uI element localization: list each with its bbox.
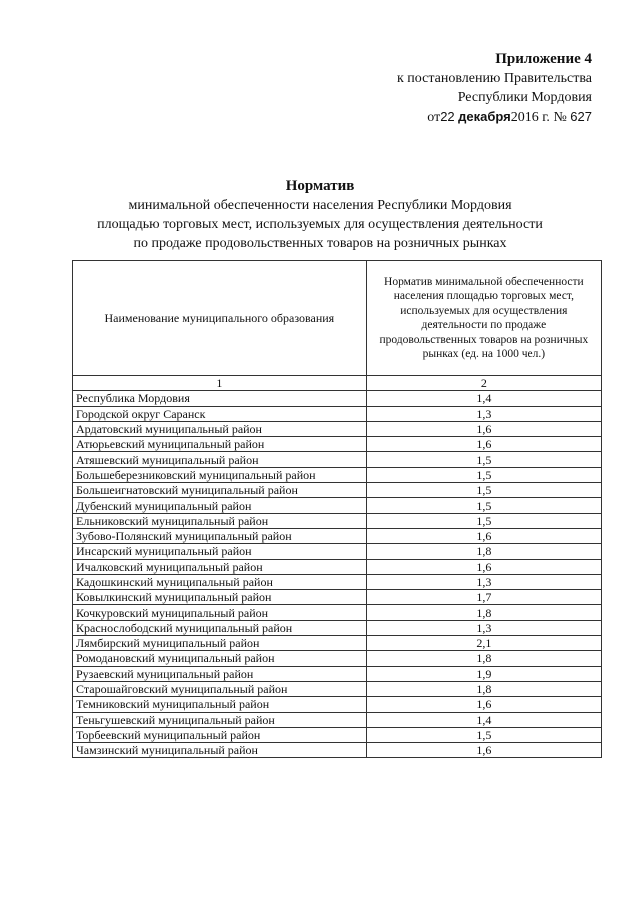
heading-line-1: минимальной обеспеченности населения Республики Мордовия bbox=[128, 198, 512, 213]
date-year: 2016 г. bbox=[510, 110, 550, 125]
norm-value-cell: 1,5 bbox=[366, 498, 601, 513]
municipality-name-cell: Большеигнатовский муниципальный район bbox=[73, 483, 367, 498]
municipality-name-cell: Чамзинский муниципальный район bbox=[73, 743, 367, 758]
table-row bbox=[73, 651, 602, 666]
norm-value-cell: 1,5 bbox=[366, 727, 601, 742]
table-row bbox=[73, 467, 602, 482]
norm-value-cell: 1,8 bbox=[366, 605, 601, 620]
table-row bbox=[73, 636, 602, 651]
norm-value-cell: 1,3 bbox=[366, 620, 601, 635]
norm-value-cell: 1,4 bbox=[366, 391, 601, 406]
table-row bbox=[73, 513, 602, 528]
date-day: 22 bbox=[440, 109, 455, 124]
norm-value-cell: 1,7 bbox=[366, 590, 601, 605]
norm-value-cell: 1,8 bbox=[366, 544, 601, 559]
table-row bbox=[73, 574, 602, 589]
norm-value-cell: 1,5 bbox=[366, 452, 601, 467]
table-header-row bbox=[73, 261, 602, 376]
municipality-name-cell: Лямбирский муниципальный район bbox=[73, 636, 367, 651]
municipality-name-cell: Ковылкинский муниципальный район bbox=[73, 590, 367, 605]
column-index-1: 1 bbox=[73, 376, 367, 391]
municipality-name-cell: Ромодановский муниципальный район bbox=[73, 651, 367, 666]
municipality-name-cell: Ардатовский муниципальный район bbox=[73, 421, 367, 436]
municipality-name-cell: Городской округ Саранск bbox=[73, 406, 367, 421]
norm-value-cell: 1,8 bbox=[366, 651, 601, 666]
appendix-date-line bbox=[397, 107, 592, 127]
number-sign: № bbox=[553, 110, 567, 125]
table-row bbox=[73, 498, 602, 513]
municipality-name-cell: Большеберезниковский муниципальный район bbox=[73, 467, 367, 482]
norm-value-cell: 1,3 bbox=[366, 574, 601, 589]
norm-value-cell: 1,6 bbox=[366, 528, 601, 543]
norm-value-cell: 1,5 bbox=[366, 513, 601, 528]
municipality-name-cell: Торбеевский муниципальный район bbox=[73, 727, 367, 742]
date-month: декабря bbox=[458, 109, 511, 124]
column-header-municipality: Наименование муниципального образования bbox=[73, 261, 367, 376]
table-row bbox=[73, 590, 602, 605]
heading-line-3: по продаже продовольственных товаров на розничных рынках bbox=[133, 236, 507, 251]
appendix-block bbox=[397, 50, 592, 127]
municipality-name-cell: Теньгушевский муниципальный район bbox=[73, 712, 367, 727]
norm-value-cell: 1,5 bbox=[366, 467, 601, 482]
heading-line-2: площадью торговых мест, используемых для осуществления деятельности bbox=[97, 217, 543, 232]
municipality-name-cell: Ичалковский муниципальный район bbox=[73, 559, 367, 574]
table-row bbox=[73, 406, 602, 421]
date-prefix: от bbox=[427, 110, 441, 125]
table-row bbox=[73, 544, 602, 559]
table-row bbox=[73, 712, 602, 727]
norm-value-cell: 1,6 bbox=[366, 421, 601, 436]
norm-value-cell: 1,5 bbox=[366, 483, 601, 498]
appendix-title: Приложение 4 bbox=[495, 51, 592, 67]
norm-value-cell: 1,6 bbox=[366, 437, 601, 452]
municipality-name-cell: Ельниковский муниципальный район bbox=[73, 513, 367, 528]
column-index-row bbox=[73, 376, 602, 391]
municipality-name-cell: Дубенский муниципальный район bbox=[73, 498, 367, 513]
table-row bbox=[73, 681, 602, 696]
document-heading bbox=[0, 177, 640, 253]
norm-value-cell: 1,8 bbox=[366, 681, 601, 696]
column-header-norm: Норматив минимальной обеспеченности населения площадью торговых мест, используемых для осуществления деятельности по продаже продовольственных товаров на розничных рынках (ед. на 1000 чел.) bbox=[366, 261, 601, 376]
table-row bbox=[73, 421, 602, 436]
norm-value-cell: 1,6 bbox=[366, 559, 601, 574]
municipality-name-cell: Старошайговский муниципальный район bbox=[73, 681, 367, 696]
appendix-republic-line: Республики Мордовия bbox=[457, 90, 592, 105]
norm-value-cell: 1,6 bbox=[366, 697, 601, 712]
municipality-name-cell: Кочкуровский муниципальный район bbox=[73, 605, 367, 620]
municipality-name-cell: Атюрьевский муниципальный район bbox=[73, 437, 367, 452]
municipality-name-cell: Инсарский муниципальный район bbox=[73, 544, 367, 559]
document-number: 627 bbox=[570, 109, 592, 124]
norm-value-cell: 1,9 bbox=[366, 666, 601, 681]
heading-title: Норматив bbox=[285, 178, 355, 194]
table-row bbox=[73, 620, 602, 635]
norm-value-cell: 1,6 bbox=[366, 743, 601, 758]
norm-value-cell: 1,3 bbox=[366, 406, 601, 421]
table-row bbox=[73, 727, 602, 742]
appendix-resolution-line: к постановлению Правительства bbox=[396, 71, 592, 86]
table-row bbox=[73, 528, 602, 543]
table-row bbox=[73, 483, 602, 498]
municipality-name-cell: Кадошкинский муниципальный район bbox=[73, 574, 367, 589]
norm-value-cell: 1,4 bbox=[366, 712, 601, 727]
table-row bbox=[73, 559, 602, 574]
table-row bbox=[73, 743, 602, 758]
table-row bbox=[73, 697, 602, 712]
municipality-name-cell: Атяшевский муниципальный район bbox=[73, 452, 367, 467]
norm-table bbox=[72, 260, 602, 758]
column-index-2: 2 bbox=[366, 376, 601, 391]
municipality-name-cell: Темниковский муниципальный район bbox=[73, 697, 367, 712]
municipality-name-cell: Краснослободский муниципальный район bbox=[73, 620, 367, 635]
table-row bbox=[73, 666, 602, 681]
table-row bbox=[73, 437, 602, 452]
municipality-name-cell: Рузаевский муниципальный район bbox=[73, 666, 367, 681]
table-row bbox=[73, 605, 602, 620]
table-row bbox=[73, 452, 602, 467]
table-row bbox=[73, 391, 602, 406]
municipality-name-cell: Республика Мордовия bbox=[73, 391, 367, 406]
norm-value-cell: 2,1 bbox=[366, 636, 601, 651]
municipality-name-cell: Зубово-Полянский муниципальный район bbox=[73, 528, 367, 543]
